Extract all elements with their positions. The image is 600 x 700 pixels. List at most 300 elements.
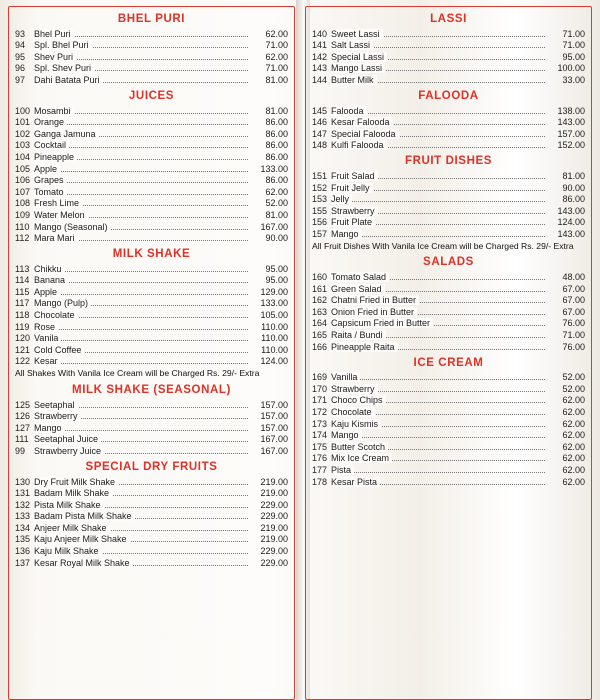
item-number: 130 (15, 476, 31, 487)
item-price: 71.00 (265, 40, 288, 51)
item-price: 71.00 (265, 63, 288, 74)
section-title: ICE CREAM (413, 356, 484, 369)
item-number: 134 (15, 522, 31, 533)
item-price: 62.00 (562, 441, 585, 452)
menu-item-row (312, 371, 585, 383)
item-name: Kesar (34, 356, 61, 366)
item-name: Strawberry (331, 384, 378, 394)
item-number: 162 (312, 295, 328, 306)
item-price: 62.00 (265, 28, 288, 39)
item-name: Capsicum Fried in Butter (331, 318, 433, 328)
menu-item-row (15, 433, 288, 445)
item-name-cell (331, 282, 545, 294)
item-price: 86.00 (265, 175, 288, 186)
item-price: 81.00 (265, 105, 288, 116)
leader-dots (34, 294, 248, 295)
item-number: 142 (312, 51, 328, 62)
menu-item-row (312, 193, 585, 205)
item-price: 133.00 (260, 298, 288, 309)
item-number: 122 (15, 356, 31, 367)
item-name-cell (331, 317, 545, 329)
menu-item-row (15, 39, 288, 51)
item-number: 126 (15, 411, 31, 422)
item-number: 102 (15, 128, 31, 139)
item-number: 148 (312, 140, 328, 151)
item-name-cell (331, 417, 545, 429)
item-number: 115 (15, 286, 30, 297)
item-name: Tomato (34, 187, 67, 197)
menu-item-table (312, 27, 585, 85)
item-number: 99 (15, 445, 26, 456)
item-price: 67.00 (562, 306, 585, 317)
item-price: 62.00 (265, 51, 288, 62)
item-number: 171 (312, 395, 328, 406)
item-name: Vanila (34, 333, 61, 343)
item-name-cell (331, 227, 545, 239)
item-name: Choco Chips (331, 395, 386, 405)
item-name: Mara Mari (34, 233, 78, 243)
item-name-cell (34, 232, 248, 244)
menu-item-row (15, 285, 288, 297)
menu-item-row (15, 444, 288, 456)
item-name: Dahi Batata Puri (34, 75, 103, 85)
menu-item-row (15, 274, 288, 286)
item-name: Kesar Falooda (331, 117, 393, 127)
item-number: 145 (312, 105, 328, 116)
item-name-cell (331, 294, 545, 306)
menu-item-table (15, 475, 288, 568)
item-name: Vanilla (331, 372, 360, 382)
item-name-cell (331, 328, 545, 340)
item-number: 137 (15, 557, 31, 568)
item-price: 62.00 (562, 476, 585, 487)
item-number: 151 (312, 170, 328, 181)
item-price: 143.00 (557, 205, 585, 216)
item-name: Tomato Salad (331, 272, 389, 282)
item-name: Chocolate (34, 310, 78, 320)
item-name-cell (34, 220, 248, 232)
menu-item-row (312, 317, 585, 329)
item-name-cell (34, 332, 248, 344)
menu-item-row (15, 498, 288, 510)
item-name: Special Falooda (331, 129, 399, 139)
item-number: 111 (15, 434, 29, 445)
item-price: 124.00 (557, 217, 585, 228)
menu-item-row (15, 50, 288, 62)
item-name-cell (34, 487, 248, 499)
section-title: LASSI (430, 13, 467, 25)
item-price: 152.00 (557, 140, 585, 151)
item-price: 219.00 (260, 522, 288, 533)
item-price: 62.00 (562, 406, 585, 417)
item-number: 161 (312, 283, 328, 294)
menu-item-row (15, 320, 288, 332)
menu-columns (8, 6, 592, 700)
menu-item-row (15, 139, 288, 151)
item-name: Cold Coffee (34, 345, 84, 355)
item-name: Raita / Bundi (331, 330, 386, 340)
menu-item-row (15, 185, 288, 197)
item-name: Chocolate (331, 407, 375, 417)
item-name: Chikku (34, 264, 65, 274)
item-number: 166 (312, 341, 328, 352)
item-number: 135 (15, 534, 31, 545)
item-number: 136 (15, 546, 31, 557)
item-number: 93 (15, 28, 26, 39)
menu-item-row (15, 556, 288, 568)
menu-item-table (312, 104, 585, 150)
item-price: 52.00 (265, 198, 288, 209)
item-price: 33.00 (562, 74, 585, 85)
item-price: 90.00 (265, 233, 288, 244)
item-name: Mango (34, 423, 65, 433)
item-name-cell (331, 305, 545, 317)
item-number: 156 (312, 217, 328, 228)
item-name-cell (34, 262, 248, 274)
item-price: 71.00 (562, 329, 585, 340)
item-name: Salt Lassi (331, 40, 373, 50)
section-note: All Shakes With Vanila Ice Cream will be Charged Rs. 29/- Extra (15, 368, 260, 379)
item-number: 163 (312, 306, 328, 317)
item-price: 76.00 (562, 318, 585, 329)
item-name: Mango (Seasonal) (34, 222, 111, 232)
item-price: 110.00 (261, 333, 288, 344)
item-name: Spl. Shev Puri (34, 63, 94, 73)
item-name: Kaju Anjeer Milk Shake (34, 534, 130, 544)
item-price: 62.00 (562, 395, 585, 406)
item-number: 152 (312, 182, 328, 193)
leader-dots (34, 363, 248, 364)
item-name: Kesar Royal Milk Shake (34, 558, 133, 568)
item-price: 48.00 (562, 272, 585, 282)
item-price: 62.00 (265, 186, 288, 197)
item-name-cell (331, 169, 545, 181)
item-price: 229.00 (260, 557, 288, 568)
section-title: JUICES (128, 89, 175, 102)
item-price: 81.00 (562, 170, 585, 181)
menu-item-row (15, 475, 288, 487)
item-number: 119 (15, 321, 30, 332)
item-name-cell (34, 475, 248, 487)
item-name-cell (34, 510, 248, 522)
item-name: Seetaphal Juice (34, 434, 101, 444)
item-name-cell (34, 116, 248, 128)
item-price: 67.00 (562, 295, 585, 306)
item-name: Water Melon (34, 210, 88, 220)
item-name: Kesar Pista (331, 477, 380, 487)
item-name: Badam Milk Shake (34, 488, 112, 498)
item-number: 95 (15, 51, 26, 62)
menu-item-row (312, 417, 585, 429)
item-price: 219.00 (260, 534, 288, 545)
item-name-cell (34, 521, 248, 533)
item-name-cell (34, 208, 248, 220)
menu-item-row (312, 294, 585, 306)
section-note: All Fruit Dishes With Vanila Ice Cream will be Charged Rs. 29/- Extra (312, 240, 574, 251)
item-name-cell (34, 139, 248, 151)
item-name: Rose (34, 322, 58, 332)
item-number: 143 (312, 63, 328, 74)
menu-item-table (15, 262, 288, 366)
menu-item-table (312, 371, 585, 487)
item-name: Strawberry Juice (34, 446, 104, 456)
item-price: 110.00 (261, 321, 288, 332)
menu-item-row (15, 332, 288, 344)
item-name-cell (331, 440, 545, 452)
item-price: 229.00 (260, 546, 288, 557)
item-name-cell (331, 382, 545, 394)
menu-item-row (312, 405, 585, 417)
menu-item-row (15, 174, 288, 186)
menu-item-row (312, 169, 585, 181)
item-name: Dry Fruit Milk Shake (34, 477, 118, 487)
item-number: 117 (15, 298, 30, 309)
item-price: 71.00 (562, 40, 585, 51)
item-name: Mango (331, 229, 362, 239)
item-price: 86.00 (265, 151, 288, 162)
item-name: Bhel Puri (34, 29, 74, 39)
item-number: 155 (312, 205, 328, 216)
item-name-cell (331, 139, 545, 151)
leader-dots (331, 236, 545, 237)
item-price: 157.00 (260, 422, 288, 433)
item-name-cell (331, 475, 545, 487)
item-name: Badam Pista Milk Shake (34, 511, 135, 521)
item-name-cell (34, 73, 248, 85)
menu-item-row (312, 127, 585, 139)
item-price: 129.00 (260, 286, 288, 297)
item-number: 101 (15, 117, 31, 128)
left-panel (8, 6, 295, 700)
item-number: 146 (312, 117, 328, 128)
leader-dots (331, 472, 545, 473)
item-name-cell (34, 355, 248, 367)
item-price: 100.00 (557, 63, 585, 74)
item-number: 109 (15, 209, 31, 220)
item-name-cell (34, 320, 248, 332)
menu-item-table (312, 169, 585, 239)
item-price: 62.00 (562, 418, 585, 429)
item-name: Pista (331, 465, 354, 475)
item-price: 67.00 (562, 283, 585, 294)
item-name-cell (34, 185, 248, 197)
item-name-cell (331, 181, 545, 193)
item-name-cell (34, 174, 248, 186)
item-price: 229.00 (260, 499, 288, 510)
item-price: 138.00 (557, 105, 585, 116)
section-title: MILK SHAKE (112, 248, 191, 261)
item-price: 86.00 (265, 117, 288, 128)
menu-item-row (15, 421, 288, 433)
item-name-cell (331, 394, 545, 406)
item-name-cell (34, 297, 248, 309)
item-price: 81.00 (265, 74, 288, 85)
leader-dots (331, 437, 545, 438)
item-name-cell (331, 463, 545, 475)
item-name-cell (34, 104, 248, 116)
item-price: 157.00 (557, 128, 585, 139)
item-name-cell (331, 371, 545, 383)
menu-item-row (15, 197, 288, 209)
item-name: Mango (Pulp) (34, 298, 91, 308)
item-name-cell (34, 556, 248, 568)
item-name-cell (34, 444, 248, 456)
menu-item-row (15, 232, 288, 244)
item-name-cell (331, 429, 545, 441)
menu-item-row (15, 521, 288, 533)
item-name: Mosambi (34, 106, 74, 116)
item-number: 114 (15, 275, 30, 286)
menu-item-row (312, 50, 585, 62)
item-name-cell (331, 50, 545, 62)
item-name-cell (331, 270, 545, 282)
item-name: Mango (331, 430, 362, 440)
item-price: 229.00 (260, 511, 288, 522)
item-number: 165 (312, 329, 328, 340)
item-price: 90.00 (562, 182, 585, 193)
item-name-cell (34, 27, 248, 39)
item-name: Orange (34, 117, 67, 127)
menu-item-row (312, 452, 585, 464)
item-name: Fruit Jelly (331, 183, 373, 193)
item-number: 178 (312, 476, 328, 487)
section-title: SALADS (423, 256, 474, 269)
section-title: FRUIT DISHES (404, 155, 493, 168)
right-panel (305, 6, 592, 700)
item-price: 95.00 (265, 263, 288, 274)
menu-item-row (312, 305, 585, 317)
item-price: 52.00 (562, 383, 585, 394)
item-price: 157.00 (260, 411, 288, 422)
item-number: 127 (15, 422, 31, 433)
item-number: 131 (15, 488, 31, 499)
item-name-cell (34, 50, 248, 62)
item-name-cell (34, 39, 248, 51)
menu-item-row (312, 104, 585, 116)
item-price: 143.00 (557, 228, 585, 239)
item-name-cell (331, 193, 545, 205)
item-price: 62.00 (562, 430, 585, 441)
menu-item-row (312, 429, 585, 441)
menu-item-row (15, 262, 288, 274)
item-price: 86.00 (265, 128, 288, 139)
item-price: 219.00 (260, 476, 288, 487)
leader-dots (34, 171, 248, 172)
item-price: 62.00 (562, 464, 585, 475)
item-price: 143.00 (557, 117, 585, 128)
item-name: Cocktail (34, 140, 69, 150)
item-number: 169 (312, 372, 328, 383)
item-name-cell (331, 216, 545, 228)
menu-item-row (15, 27, 288, 39)
item-number: 132 (15, 499, 31, 510)
item-number: 97 (15, 74, 26, 85)
menu-item-row (312, 27, 585, 39)
item-name-cell (34, 398, 248, 410)
menu-item-row (15, 308, 288, 320)
item-price: 86.00 (265, 140, 288, 151)
leader-dots (34, 430, 248, 431)
item-name: Seetaphal (34, 400, 78, 410)
item-name-cell (34, 285, 248, 297)
item-price: 71.00 (562, 28, 585, 39)
item-number: 170 (312, 383, 328, 394)
item-price: 76.00 (562, 341, 585, 352)
menu-item-row (15, 220, 288, 232)
item-name-cell (331, 104, 545, 116)
item-number: 144 (312, 74, 328, 85)
item-number: 153 (312, 194, 328, 205)
item-price: 167.00 (260, 221, 288, 232)
menu-column-right (305, 6, 592, 700)
item-name: Pineapple Raita (331, 342, 398, 352)
item-name-cell (34, 410, 248, 422)
item-number: 104 (15, 151, 31, 162)
item-name: Kulfi Falooda (331, 140, 387, 150)
item-number: 113 (15, 263, 30, 274)
item-name: Falooda (331, 106, 367, 116)
menu-item-row (15, 297, 288, 309)
item-name-cell (331, 39, 545, 51)
menu-item-row (15, 127, 288, 139)
leader-dots (331, 201, 545, 202)
item-name: Sweet Lassi (331, 29, 383, 39)
item-name-cell (331, 452, 545, 464)
item-price: 81.00 (265, 209, 288, 220)
item-name: Kaju Milk Shake (34, 546, 102, 556)
item-price: 95.00 (562, 51, 585, 62)
item-number: 120 (15, 333, 31, 344)
menu-item-row (312, 440, 585, 452)
item-number: 112 (15, 233, 30, 244)
item-name: Green Salad (331, 284, 385, 294)
item-name-cell (34, 150, 248, 162)
item-name-cell (331, 204, 545, 216)
menu-item-row (15, 343, 288, 355)
item-name-cell (331, 340, 545, 352)
item-price: 219.00 (260, 488, 288, 499)
item-price: 133.00 (260, 163, 288, 174)
item-name: Fruit Plate (331, 217, 375, 227)
menu-item-row (15, 410, 288, 422)
item-name-cell (331, 73, 545, 85)
item-price: 167.00 (260, 434, 288, 445)
item-name-cell (34, 62, 248, 74)
section-title: FALOODA (418, 89, 479, 102)
item-name: Strawberry (34, 411, 81, 421)
menu-item-row (312, 328, 585, 340)
menu-item-table (15, 398, 288, 456)
item-name: Apple (34, 287, 60, 297)
item-name: Mango Lassi (331, 63, 385, 73)
item-name-cell (34, 498, 248, 510)
menu-item-table (312, 270, 585, 351)
menu-item-row (15, 544, 288, 556)
menu-item-row (312, 39, 585, 51)
menu-item-row (312, 181, 585, 193)
item-number: 103 (15, 140, 31, 151)
item-name-cell (34, 343, 248, 355)
menu-item-row (312, 463, 585, 475)
item-name: Apple (34, 164, 60, 174)
item-price: 52.00 (562, 372, 585, 383)
item-name: Onion Fried in Butter (331, 307, 417, 317)
item-name-cell (331, 127, 545, 139)
menu-item-row (15, 533, 288, 545)
item-name: Butter Milk (331, 75, 377, 85)
menu-item-row (312, 73, 585, 85)
item-number: 94 (15, 40, 26, 51)
